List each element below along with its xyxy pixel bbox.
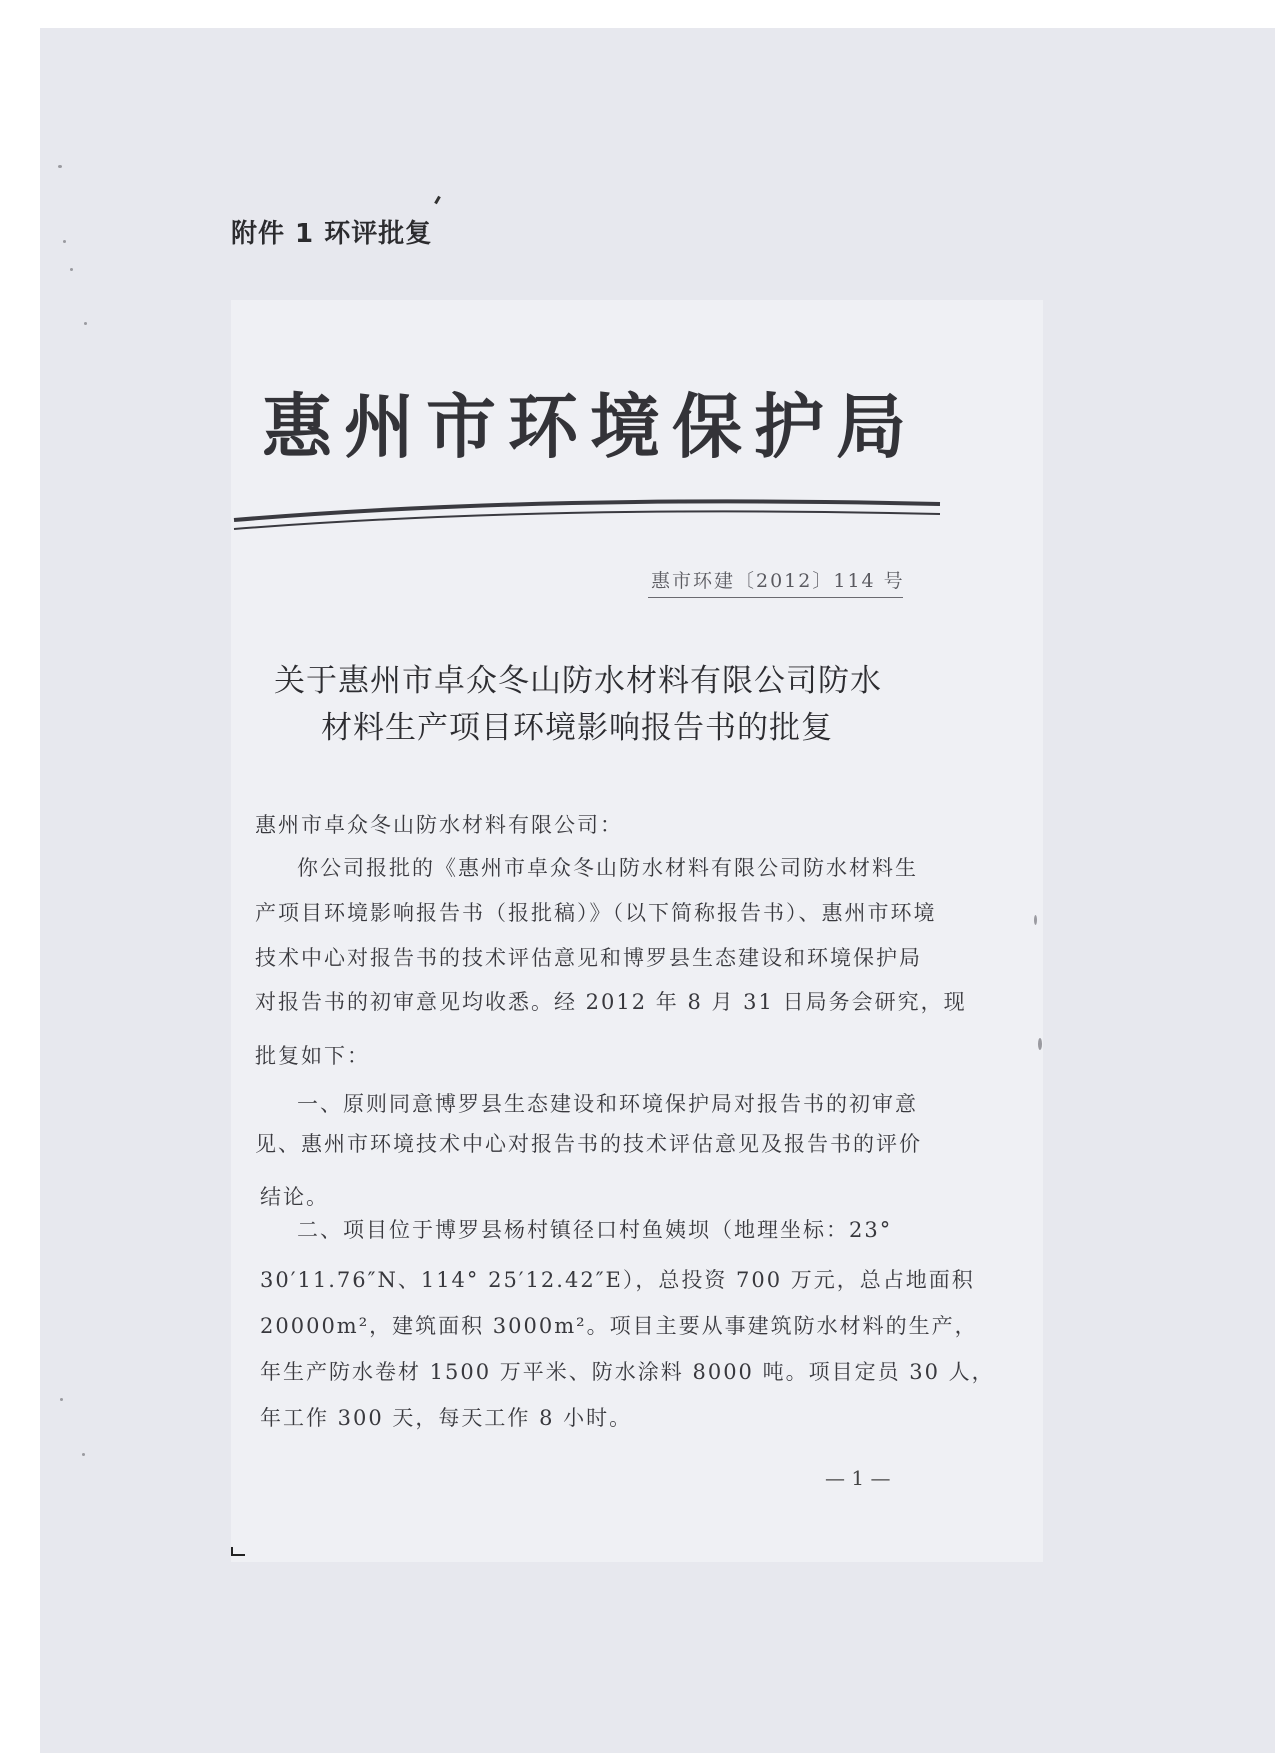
document-title-line-1: 关于惠州市卓众冬山防水材料有限公司防水 (274, 663, 882, 699)
body-line: 一、原则同意博罗县生态建设和环境保护局对报告书的初审意 (297, 1092, 918, 1116)
scan-speck (60, 1398, 63, 1401)
attachment-label: 附件 1 环评批复 (231, 219, 433, 249)
agency-letterhead: 惠州市环境保护局 (262, 385, 918, 468)
body-line: 你公司报批的《惠州市卓众冬山防水材料有限公司防水材料生 (297, 856, 918, 880)
scan-speck (58, 165, 62, 168)
scan-border-top (0, 0, 1275, 28)
scan-speck (82, 1453, 85, 1456)
document-number-underline (648, 597, 903, 598)
body-line: 技术中心对报告书的技术评估意见和博罗县生态建设和环境保护局 (255, 946, 922, 970)
scan-speck (1038, 1038, 1042, 1050)
scan-border-left (0, 0, 40, 1753)
body-line: 产项目环境影响报告书（报批稿）》（以下简称报告书）、惠州市环境 (255, 901, 937, 925)
body-line: 对报告书的初审意见均收悉。经 2012 年 8 月 31 日局务会研究，现 (255, 990, 967, 1014)
body-line: 20000m²，建筑面积 3000m²。项目主要从事建筑防水材料的生产， (260, 1314, 978, 1338)
scan-speck (63, 240, 66, 243)
body-line: 30′11.76″N、114° 25′12.42″E），总投资 700 万元，总占地面积 (260, 1268, 975, 1292)
scan-speck (70, 268, 73, 271)
page-number: — 1 — (825, 1466, 891, 1490)
body-line: 年工作 300 天，每天工作 8 小时。 (260, 1406, 633, 1430)
letterhead-double-rule (232, 496, 944, 532)
scan-speck (1034, 915, 1037, 925)
body-line: 结论。 (260, 1185, 329, 1209)
corner-crop-mark (231, 1547, 245, 1556)
document-number: 惠市环建〔2012〕114 号 (651, 570, 905, 592)
addressee: 惠州市卓众冬山防水材料有限公司： (255, 813, 623, 837)
scan-speck (84, 322, 87, 325)
document-title-line-2: 材料生产项目环境影响报告书的批复 (321, 710, 833, 746)
body-line: 批复如下： (255, 1044, 370, 1068)
body-line: 年生产防水卷材 1500 万平米、防水涂料 8000 吨。项目定员 30 人， (260, 1360, 995, 1384)
body-line: 见、惠州市环境技术中心对报告书的技术评估意见及报告书的评价 (255, 1132, 922, 1156)
body-line: 二、项目位于博罗县杨村镇径口村鱼姨坝（地理坐标：23° (297, 1218, 893, 1242)
